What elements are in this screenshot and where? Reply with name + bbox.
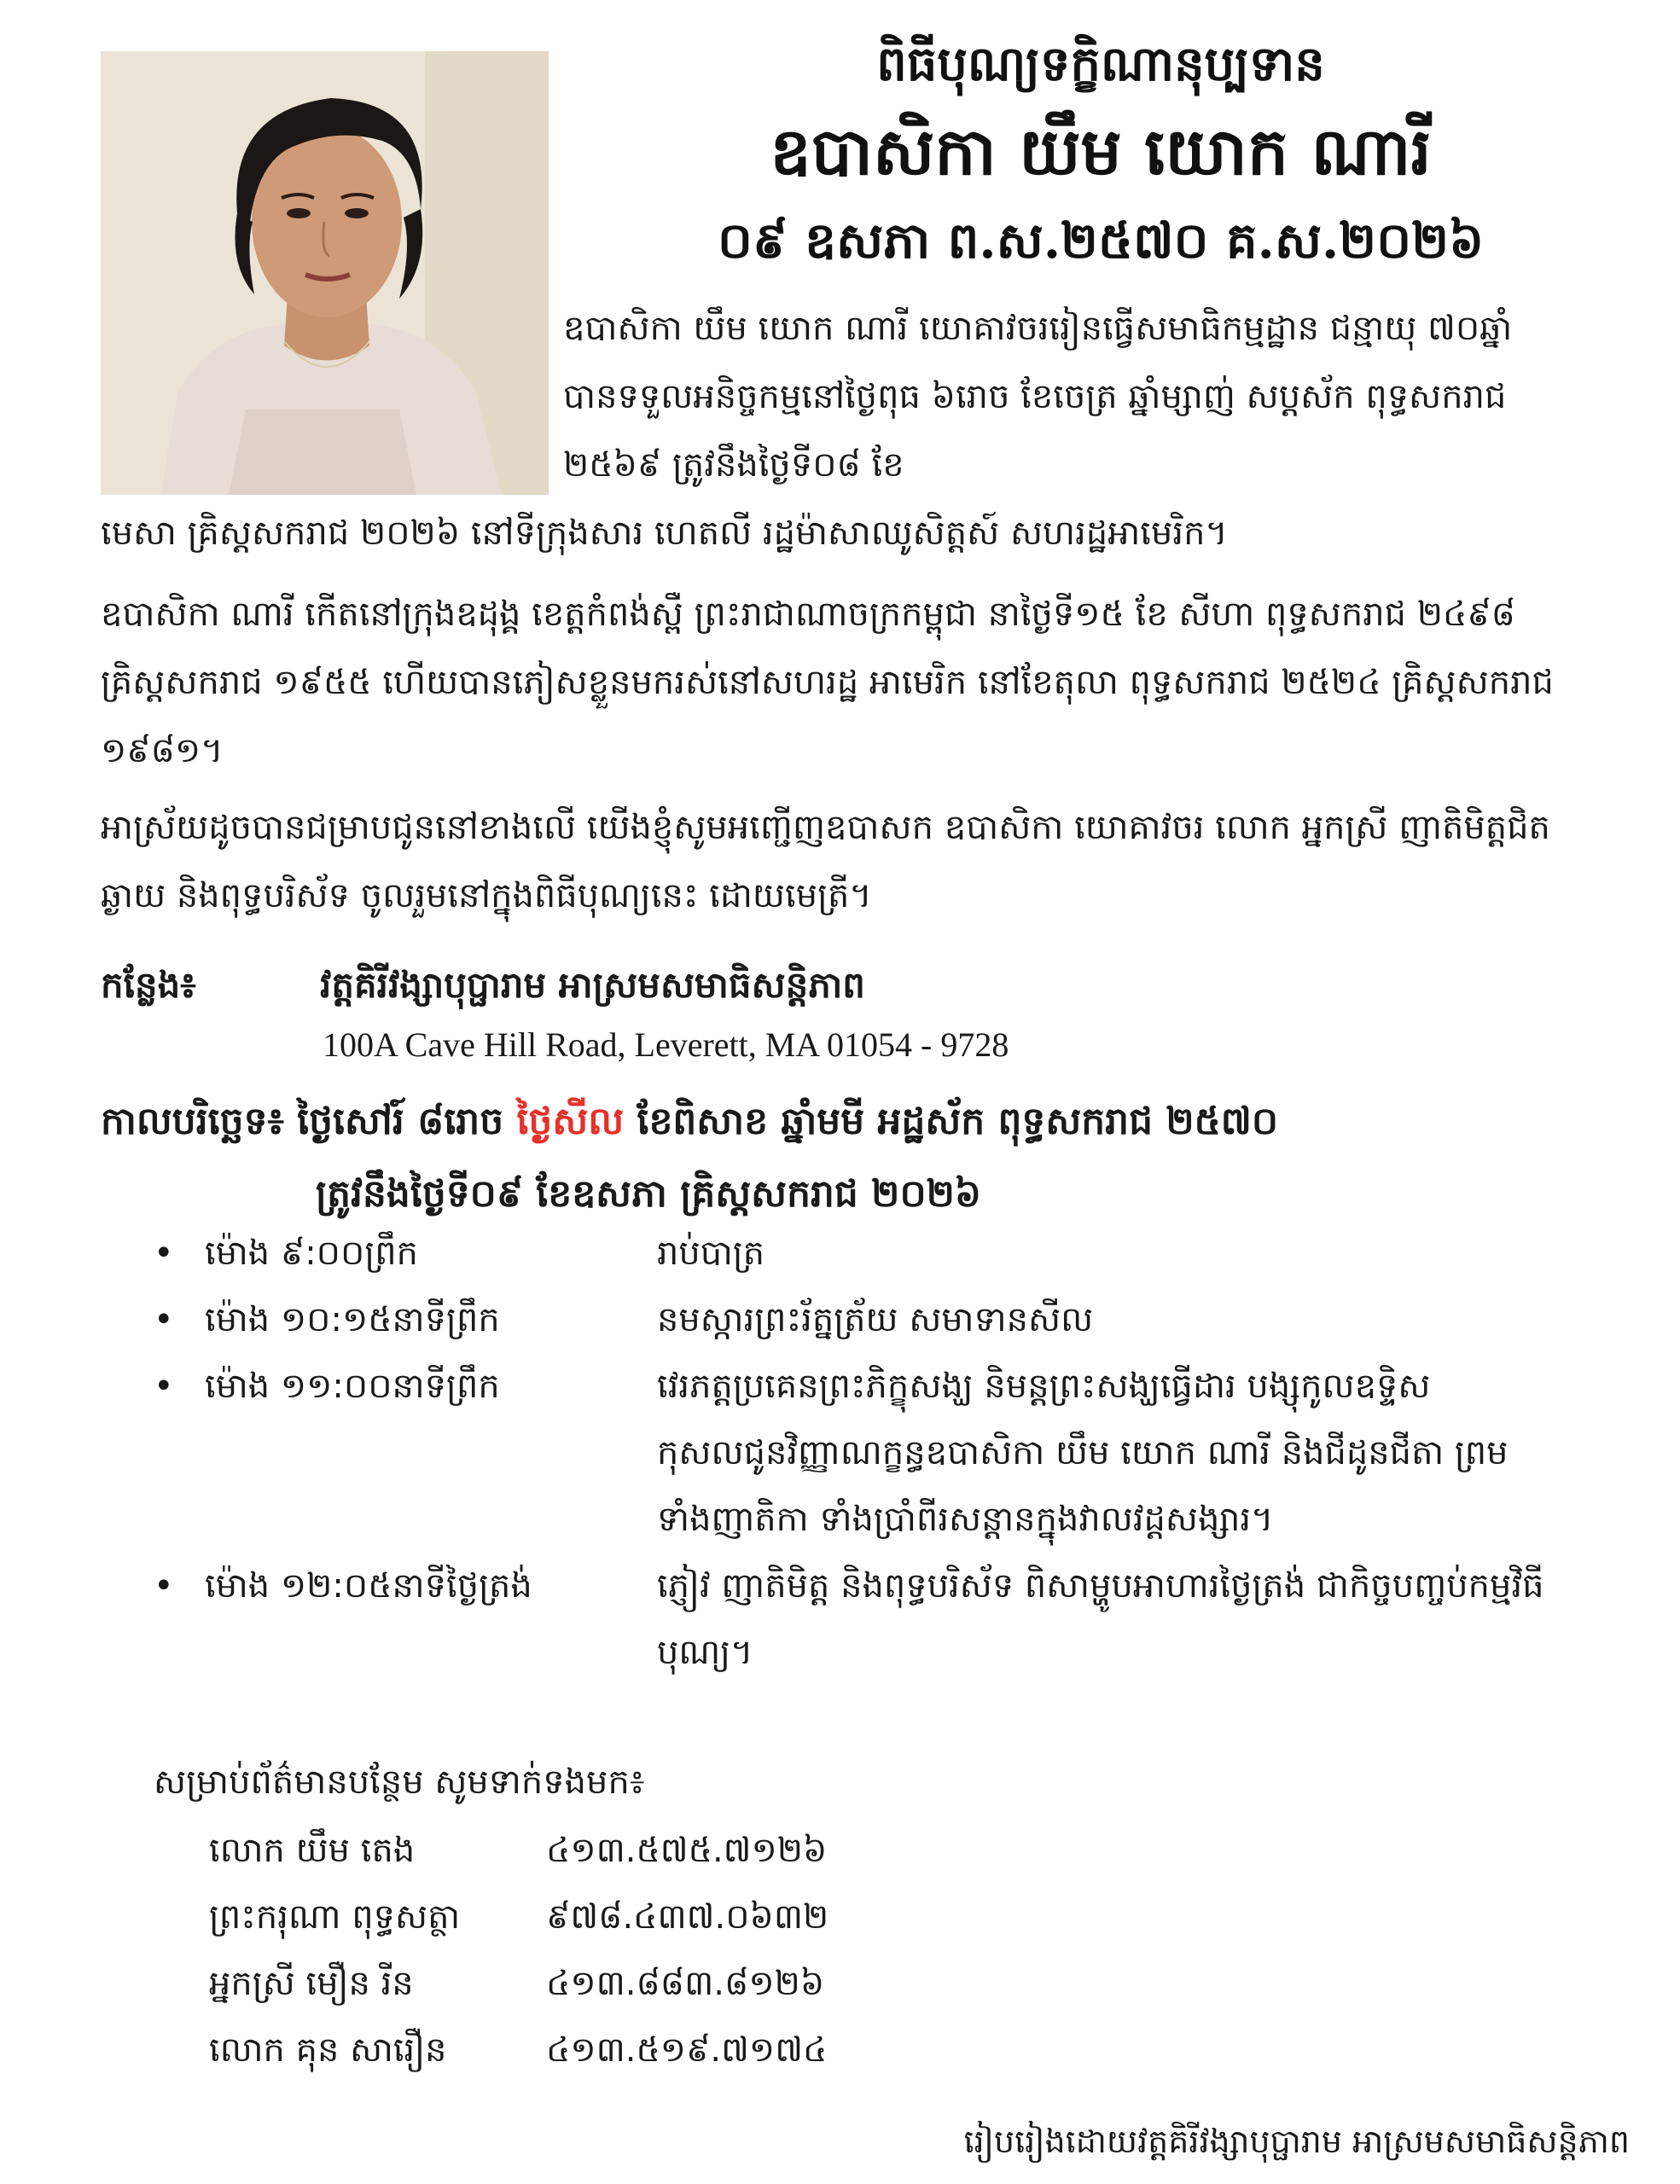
biography-intro-part2: មេសា គ្រិស្តសករាជ ២០២៦ នៅទីក្រុងសារ ហេតលី រដ្ឋម៉ាសាឈូសិត្តស៍ សហរដ្ឋអាមេរិក។ bbox=[101, 514, 1228, 553]
biography-birth: ឧបាសិកា ណារី កើតនៅក្រុងឧដុង្គ ខេត្តកំពង់ស្ពឺ ព្រះរាជាណាចក្រកម្ពុជា នាថ្ងៃទី១៥ ខែ សីហា ពុទ្ធសករាជ ២៤៩៨ គ្រិស្តសករាជ ១៩៥៥ ហើយបានភៀសខ្លួនមករស់នៅសហរដ្ឋ អាមេរិក នៅខែតុលា ពុទ្ធសករាជ ២៥២៤ គ្រិស្តសករាជ ១៩៨១។ bbox=[101, 595, 1554, 770]
schedule-event bbox=[154, 1353, 1604, 1553]
ceremony-title: ពិធីបុណ្យទក្ខិណានុប្បទាន bbox=[876, 36, 1325, 92]
bullet-icon: • bbox=[154, 1234, 174, 1273]
contact-phone: ៤១៣.៨៨៣.៨១២៦ bbox=[546, 1964, 825, 2003]
location-label: កន្លែង៖ bbox=[101, 964, 196, 1006]
location-address: 100A Cave Hill Road, Leverett, MA 01054 - 9728 bbox=[323, 1025, 1009, 1064]
contact-name: ព្រះករុណា ពុទ្ធសត្ថា bbox=[209, 1897, 461, 1937]
bullet-icon: • bbox=[154, 1566, 174, 1606]
contact-entry bbox=[209, 1950, 1062, 2017]
organizer-footer: រៀបរៀងដោយវត្តគិរីវង្សាបុប្ផារាម អាស្រមសមាធិសន្តិភាព bbox=[963, 2123, 1630, 2160]
event-time: ម៉ោង ៩:០០ព្រឹក bbox=[205, 1234, 419, 1273]
biography-intro-part1: ឧបាសិកា យឹម យោក ណារី យោគាវចររៀនធ្វើសមាធិកម្មដ្ឋាន ជន្មាយុ ៧០ឆ្នាំ បានទទួលអនិច្ចកម្មនៅថ្ងៃពុធ ៦រោច ខែចេត្រ ឆ្នាំម្សាញ់ សប្តស័ក ពុទ្ធសករាជ ២៥៦៩ ត្រូវនឹងថ្ងៃទី០៨ ខែ bbox=[563, 309, 1513, 485]
contact-phone: ៤១៣.៥១៩.៧១៧៤ bbox=[546, 2030, 828, 2070]
contact-entry bbox=[209, 1884, 1062, 1950]
contact-name: អ្នកស្រី មឿន រីន bbox=[209, 1964, 414, 2003]
portrait-image bbox=[101, 51, 549, 495]
schedule-label-suffix: ខែពិសាខ ឆ្នាំមមី អដ្ឋស័ក ពុទ្ធសករាជ ២៥៧០ bbox=[637, 1100, 1279, 1143]
contact-list bbox=[209, 1817, 1062, 2083]
contact-entry bbox=[209, 2017, 1062, 2083]
bullet-icon: • bbox=[154, 1367, 174, 1406]
portrait-photo bbox=[101, 51, 549, 495]
schedule-event-list bbox=[154, 1220, 1604, 1686]
schedule-label-prefix: កាលបរិច្ឆេទ៖ ថ្ងៃសៅរ៍ ៨រោច bbox=[101, 1100, 504, 1143]
schedule-event bbox=[154, 1287, 1604, 1353]
location-name: វត្តគិរីវង្សាបុប្ផារាម អាស្រមសមាធិសន្តិភាព bbox=[320, 964, 865, 1006]
announcement-header bbox=[563, 26, 1638, 282]
event-description: វេរភត្តប្រគេនព្រះភិក្ខុសង្ឃ និមន្តព្រះសង្ឃធ្វើដារ បង្សុកូលឧទ្ទិសកុសលជូនវិញ្ញាណក្ខន្ធឧបាសិកា យឹម យោក ណារី និងជីដូនជីតា ព្រមទាំងញាតិកា ទាំងប្រាំពីរសន្តានក្នុងវាលវដ្តសង្សារ។ bbox=[657, 1367, 1509, 1539]
contact-phone: ៩៧៨.៤៣៧.០៦៣២ bbox=[546, 1897, 829, 1937]
event-time: ម៉ោង ១២:០៥នាទីថ្ងៃត្រង់ bbox=[205, 1566, 532, 1606]
event-time: ម៉ោង ១១:០០នាទីព្រឹក bbox=[205, 1367, 500, 1406]
deceased-name: ឧបាសិកា យឹម យោក ណារី bbox=[770, 113, 1432, 189]
contact-title: សម្រាប់ព័ត៌មានបន្ថែម សូមទាក់ទងមក៖ bbox=[154, 1763, 645, 1802]
event-time: ម៉ោង ១០:១៥នាទីព្រឹក bbox=[205, 1300, 500, 1339]
event-description: ភ្ញៀវ ញាតិមិត្ត និងពុទ្ធបរិស័ទ ពិសាម្ហូបអាហារថ្ងៃត្រង់ ជាកិច្ចបញ្ចប់កម្មវិធីបុណ្យ។ bbox=[657, 1566, 1544, 1672]
event-description: នមស្ការព្រះរ័ត្នត្រ័យ សមាទានសីល bbox=[657, 1300, 1094, 1339]
contact-name: លោក យឹម តេង bbox=[209, 1831, 416, 1870]
invitation-paragraph: អាស្រ័យដូចបានជម្រាបជូននៅខាងលើ យើងខ្ញុំសូមអញ្ជើញឧបាសក ឧបាសិកា យោគាវចរ លោក អ្នកស្រី ញាតិមិត្តជិតឆ្ងាយ និងពុទ្ធបរិស័ទ ចូលរួមនៅក្នុងពិធីបុណ្យនេះ ដោយមេត្រី។ bbox=[101, 808, 1550, 915]
contact-name: លោក គុន សារឿន bbox=[209, 2030, 447, 2070]
schedule-event bbox=[154, 1220, 1604, 1287]
contact-entry bbox=[209, 1817, 1062, 1884]
schedule-event bbox=[154, 1553, 1604, 1686]
event-description: រាប់បាត្រ bbox=[657, 1234, 765, 1273]
contact-phone: ៤១៣.៥៧៥.៧១២៦ bbox=[546, 1831, 828, 1870]
bullet-icon: • bbox=[154, 1300, 174, 1339]
schedule-date-line2: ត្រូវនឹងថ្ងៃទី០៩ ខែឧសភា គ្រិស្តសករាជ ២០២៦ bbox=[316, 1172, 982, 1216]
sila-day-highlight: ថ្ងៃសីល bbox=[516, 1100, 625, 1143]
schedule-date-line1 bbox=[101, 1083, 1278, 1160]
ceremony-date: ០៩ ឧសភា ព.ស.២៥៧០ គ.ស.២០២៦ bbox=[717, 212, 1485, 270]
